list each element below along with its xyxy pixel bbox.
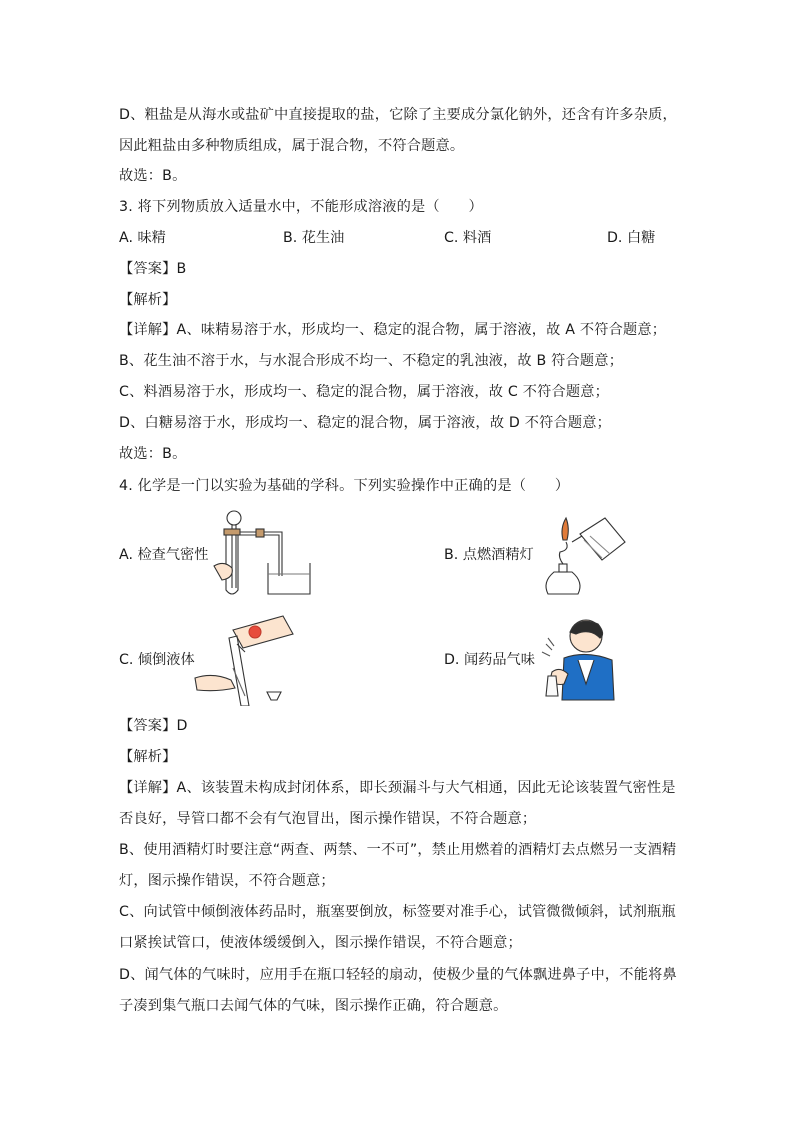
text-line: C、料酒易溶于水，形成均一、稳定的混合物，属于溶液，故 C 不符合题意； — [119, 384, 610, 400]
alcohol-lamp-figure — [530, 512, 630, 597]
q3-option-c: C. 料酒 — [444, 230, 492, 246]
text-line: 子凑到集气瓶口去闻气体的气味，图示操作正确，符合题意。 — [119, 998, 508, 1014]
text-line: 灯，图示操作错误，不符合题意； — [119, 873, 335, 889]
text-line: D、白糖易溶于水，形成均一、稳定的混合物，属于溶液，故 D 不符合题意； — [119, 415, 612, 431]
text-line: 【详解】A、该装置未构成封闭体系，即长颈漏斗与大气相通，因此无论该装置气密性是 — [119, 780, 676, 796]
text-line: 【详解】A、味精易溶于水，形成均一、稳定的混合物，属于溶液，故 A 不符合题意； — [119, 322, 667, 338]
q3-option-a: A. 味精 — [119, 230, 166, 246]
q3-option-d: D. 白糖 — [607, 230, 656, 246]
answer-label: 【答案】B — [119, 261, 187, 277]
text-line: B、花生油不溶于水，与水混合形成不均一、不稳定的乳浊液，故 B 符合题意； — [119, 353, 624, 369]
text-line: 因此粗盐由多种物质组成，属于混合物，不符合题意。 — [119, 138, 465, 154]
airtightness-check-figure — [210, 508, 315, 600]
text-line: 故选：B。 — [119, 446, 187, 462]
pouring-liquid-figure — [193, 608, 305, 706]
question-4-stem: 4. 化学是一门以实验为基础的学科。下列实验操作中正确的是（ ） — [119, 478, 570, 494]
smelling-gas-figure — [538, 614, 618, 702]
analysis-label: 【解析】 — [119, 292, 177, 308]
text-line: 否良好，导管口都不会有气泡冒出，图示操作错误，不符合题意； — [119, 811, 537, 827]
text-line: D、粗盐是从海水或盐矿中直接提取的盐，它除了主要成分氯化钠外，还含有许多杂质， — [119, 107, 677, 123]
q3-option-b: B. 花生油 — [283, 230, 345, 246]
q4-option-a: A. 检查气密性 — [119, 547, 209, 563]
q4-option-b: B. 点燃酒精灯 — [444, 547, 534, 563]
question-3-stem: 3. 将下列物质放入适量水中，不能形成溶液的是（ ） — [119, 199, 483, 215]
text-line: 故选：B。 — [119, 168, 187, 184]
q4-option-c: C. 倾倒液体 — [119, 652, 195, 668]
text-line: 口紧挨试管口，使液体缓缓倒入，图示操作错误，不符合题意； — [119, 935, 522, 951]
text-line: D、闻气体的气味时，应用手在瓶口轻轻的扇动，使极少量的气体飘进鼻子中，不能将鼻 — [119, 967, 677, 983]
analysis-label: 【解析】 — [119, 749, 177, 765]
q4-option-d: D. 闻药品气味 — [444, 652, 535, 668]
text-line: C、向试管中倾倒液体药品时，瓶塞要倒放，标签要对准手心，试管微微倾斜，试剂瓶瓶 — [119, 904, 676, 920]
text-line: B、使用酒精灯时要注意“两查、两禁、一不可”，禁止用燃着的酒精灯去点燃另一支酒精 — [119, 842, 677, 858]
answer-label: 【答案】D — [119, 718, 188, 734]
